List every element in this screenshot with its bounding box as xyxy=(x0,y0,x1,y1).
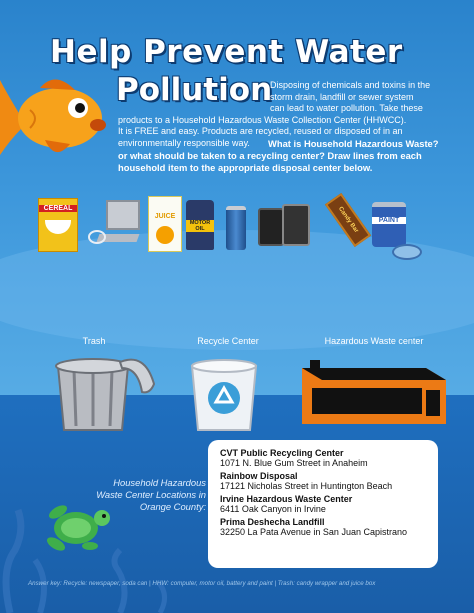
location-item xyxy=(220,517,426,537)
juice-box-item[interactable] xyxy=(148,196,182,252)
intro-line: It is FREE and easy. Products are recycled, reused or disposed of in an xyxy=(118,126,403,137)
paint-can-item[interactable] xyxy=(372,202,406,247)
fish-icon xyxy=(0,70,110,165)
batteries-pack-item[interactable] xyxy=(258,204,310,244)
intro-line: storm drain, landfill or sewer system xyxy=(270,91,414,102)
cereal-box-item[interactable] xyxy=(38,198,78,252)
location-name: Prima Deshecha Landfill xyxy=(220,517,325,527)
intro-line: Disposing of chemicals and toxins in the xyxy=(270,80,431,90)
location-item xyxy=(220,471,426,491)
question-part-2: or what should be taken to a recycling center? Draw lines from each household item to the appropriate disposal center below. xyxy=(118,150,422,173)
recycle-label: Recycle Center xyxy=(197,336,259,346)
battery-icon xyxy=(258,208,284,246)
title-line-2: Pollution xyxy=(116,72,273,108)
cereal-bowl-icon xyxy=(45,220,71,234)
locations-box xyxy=(208,440,438,568)
intro-line: environmentally responsible way. xyxy=(118,137,250,148)
location-address: 32250 La Pata Avenue in San Juan Capistrano xyxy=(220,527,407,537)
location-address: 17121 Nicholas Street in Huntington Beach xyxy=(220,481,393,491)
motor-oil-label: MOTOR OIL xyxy=(186,220,214,232)
locations-heading: Household Hazardous Waste Center Locations in Orange County: xyxy=(96,477,206,512)
recycle-bin-icon[interactable] xyxy=(188,358,260,432)
location-address: 1071 N. Blue Gum Street in Anaheim xyxy=(220,458,368,468)
location-address: 6411 Oak Canyon in Irvine xyxy=(220,504,326,514)
monitor-icon xyxy=(106,200,140,230)
question-text xyxy=(118,138,474,150)
intro-line: can lead to water pollution. Take these xyxy=(270,103,423,114)
paint-label: PAINT xyxy=(372,217,406,224)
hazardous-label: Hazardous Waste center xyxy=(324,336,424,346)
question-text-cont xyxy=(118,150,452,174)
cereal-label: CEREAL xyxy=(39,205,77,212)
location-name: Irvine Hazardous Waste Center xyxy=(220,494,353,504)
location-item xyxy=(220,448,426,468)
title-line-1: Help Prevent Water xyxy=(50,34,403,70)
juice-label: JUICE xyxy=(154,213,176,220)
cable-icon xyxy=(88,230,106,244)
trash-label: Trash xyxy=(82,336,106,346)
paint-lid-item[interactable] xyxy=(392,244,422,260)
location-item xyxy=(220,494,426,514)
computer-item[interactable] xyxy=(88,200,140,250)
question-part-1: What is Household Hazardous Waste? xyxy=(268,138,439,149)
trash-can-icon[interactable] xyxy=(50,354,160,434)
hazardous-building-icon[interactable] xyxy=(296,354,456,426)
location-name: Rainbow Disposal xyxy=(220,471,298,481)
answer-key: Answer key: Recycle: newspaper, soda can | HHW: computer, motor oil, battery and paint | Trash: candy wrapper and juice box xyxy=(28,580,376,587)
motor-oil-item[interactable] xyxy=(186,200,214,250)
orange-icon xyxy=(156,226,174,244)
candy-label: Candy Bar xyxy=(336,205,360,235)
intro-line: products to a Household Hazardous Waste Collection Center (HHWCC). xyxy=(118,114,407,125)
location-name: CVT Public Recycling Center xyxy=(220,448,344,458)
battery-item[interactable] xyxy=(226,206,246,250)
battery-icon xyxy=(282,204,310,246)
